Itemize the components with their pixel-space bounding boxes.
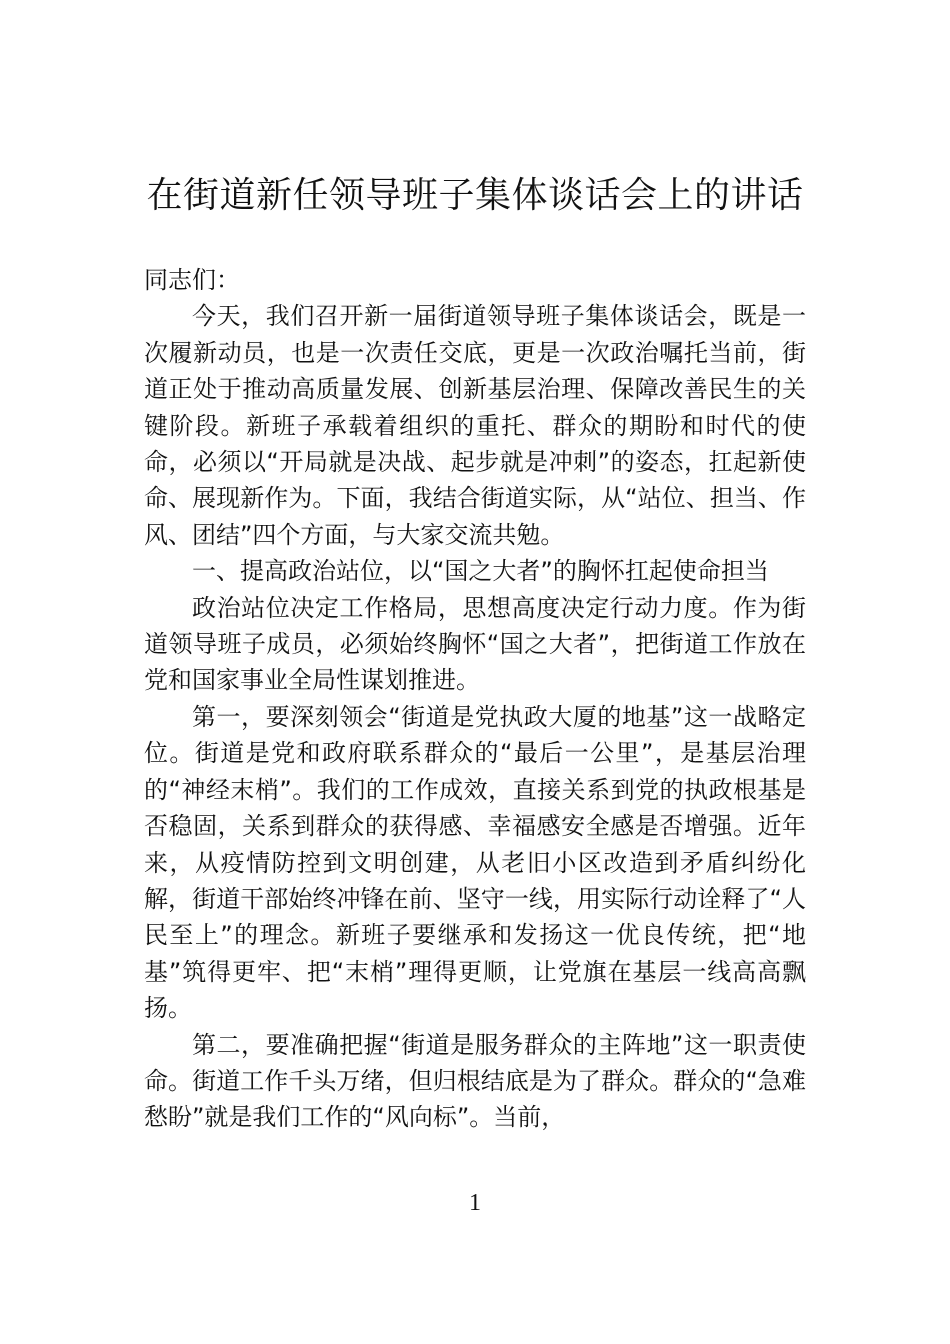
paragraph-first-point: 第一，要深刻领会“街道是党执政大厦的地基”这一战略定位。街道是党和政府联系群众的“最后一公里”，是基层治理的“神经末梢”。我们的工作成效，直接关系到党的执政根基是否稳固，关系到群众的获得感、幸福感安全感是否增强。近年来，从疫情防控到文明创建，从老旧小区改造到矛盾纠纷化解，街道干部始终冲锋在前、坚守一线，用实际行动诠释了“人民至上”的理念。新班子要继承和发扬这一优良传统，把“地基”筑得更牢、把“末梢”理得更顺，让党旗在基层一线高高飘扬。 (144, 702, 806, 1023)
paragraph-political-stance: 政治站位决定工作格局，思想高度决定行动力度。作为街道领导班子成员，必须始终胸怀“国之大者”，把街道工作放在党和国家事业全局性谋划推进。 (144, 593, 806, 695)
salutation: 同志们： (144, 266, 240, 294)
document-title: 在街道新任领导班子集体谈话会上的讲话 (146, 175, 804, 216)
paragraph-intro: 今天，我们召开新一届街道领导班子集体谈话会，既是一次履新动员，也是一次责任交底，更是一次政治嘱托当前，街道正处于推动高质量发展、创新基层治理、保障改善民生的关键阶段。新班子承载着组织的重托、群众的期盼和时代的使命，必须以“开局就是决战、起步就是冲刺”的姿态，扛起新使命、展现新作为。下面，我结合街道实际，从“站位、担当、作风、团结”四个方面，与大家交流共勉。 (144, 302, 806, 549)
paragraph-second-point: 第二，要准确把握“街道是服务群众的主阵地”这一职责使命。街道工作千头万绪，但归根结底是为了群众。群众的“急难愁盼”就是我们工作的“风向标”。当前， (144, 1030, 806, 1132)
document-body (144, 262, 806, 1136)
page-number: 1 (469, 1190, 481, 1216)
section-heading-1: 一、提高政治站位，以“国之大者”的胸怀扛起使命担当 (192, 557, 769, 586)
